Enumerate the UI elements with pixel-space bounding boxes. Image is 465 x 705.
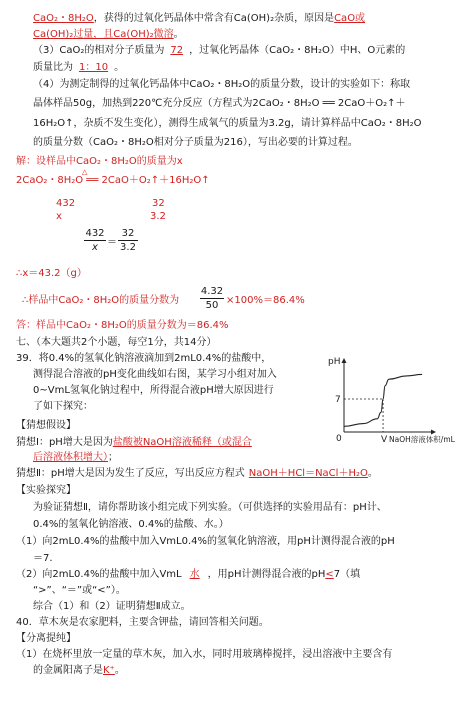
text: 猜想Ⅱ：pH增大是因为发生了反应，写出反应方程式 bbox=[16, 468, 245, 479]
x-tick-label: V bbox=[381, 435, 388, 445]
solution-x: ∴x＝43.2（g） bbox=[16, 268, 87, 279]
answer-formula: CaO₂・8H₂O bbox=[33, 13, 94, 24]
exp-line-6: “>”、“＝”或“<”）。 bbox=[33, 585, 126, 596]
guess-1 bbox=[16, 436, 252, 449]
x-axis-label: NaOH溶液体积/mL bbox=[389, 435, 455, 444]
heading-experiment: 【实验探究】 bbox=[16, 485, 76, 496]
fraction-bar bbox=[118, 240, 138, 241]
y-axis-arrow-icon bbox=[342, 358, 347, 363]
answer-line: 答：样品中CaO₂・8H₂O的质量分数为＝86.4% bbox=[16, 320, 229, 331]
text: ∴样品中CaO₂・8H₂O的质量分数为 bbox=[22, 295, 180, 306]
answer-reason-cont: Ca(OH)₂过量，且Ca(OH)₂微溶 bbox=[33, 29, 174, 40]
answer-water: 水 bbox=[189, 569, 200, 580]
ph-curve-series bbox=[344, 374, 422, 426]
denominator: 50 bbox=[205, 300, 219, 311]
line-2 bbox=[33, 28, 184, 41]
guess-1-cont bbox=[33, 451, 118, 464]
x-axis-arrow-icon bbox=[431, 430, 436, 435]
numerator: 432 bbox=[85, 228, 105, 239]
f-line-1: （1）在烧杯里放一定量的草木灰，加入水，同时用玻璃棒搅拌，浸出溶液中主要含有 bbox=[16, 649, 393, 660]
text: 的金属阳离子是 bbox=[33, 665, 103, 676]
text: ，获得的过氧化钙晶体中常含有Ca(OH)₂杂质，原因是 bbox=[93, 13, 335, 24]
text: 质量比为 bbox=[33, 62, 73, 73]
equals-sign: ＝ bbox=[107, 237, 117, 248]
line-3 bbox=[33, 44, 405, 57]
text: 猜想Ⅰ：pH增大是因为 bbox=[16, 437, 113, 448]
mass-32: 32 bbox=[152, 198, 165, 209]
answer-guess-1: 盐酸被NaOH溶液稀释（或混合 bbox=[112, 437, 252, 448]
var-x: x bbox=[56, 211, 62, 222]
line-7: 16H₂O↑，杂质不发生变化），测得生成氧气的质量为3.2g，请计算样品中CaO₂・8H₂O bbox=[33, 118, 422, 129]
text: ，过氧化钙晶体（CaO₂・8H₂O）中H、O元素的 bbox=[189, 45, 406, 56]
fraction-32-3-2 bbox=[118, 228, 138, 253]
answer-ratio: 1：10 bbox=[79, 62, 109, 73]
percent-result: ×100%＝86.4% bbox=[226, 295, 305, 306]
q40: 40．草木灰是农家肥料，主要含钾盐，请回答相关问题。 bbox=[16, 617, 269, 628]
denominator: 3.2 bbox=[120, 242, 136, 253]
heading-hypothesis: 【猜想假设】 bbox=[16, 420, 76, 431]
answer-less-than: < bbox=[325, 569, 334, 580]
text: ； bbox=[108, 452, 118, 463]
answer-k-ion: K⁺ bbox=[103, 665, 115, 676]
line-6: 晶体样品50g，加热到220℃充分反应（方程式为2CaO₂・8H₂O ══ 2CaO＋O₂↑＋ bbox=[33, 98, 406, 109]
line-5: （4）为测定制得的过氧化钙晶体中CaO₂・8H₂O的质量分数，设计的实验如下：称取 bbox=[33, 79, 411, 90]
q39-line-2: 测得混合溶液的pH变化曲线如右图，某学习小组对加入 bbox=[33, 369, 277, 380]
q39-line-1: 39．将0.4%的氢氧化钠溶液滴加到2mL0.4%的盐酸中， bbox=[16, 353, 272, 364]
exp-line-3: （1）向2mL0.4%的盐酸中加入VmL0.4%的氢氧化钠溶液，用pH计测得混合液的pH bbox=[16, 536, 395, 547]
q39-line-3: 0~VmL氢氧化钠过程中，所得混合液pH增大原因进行 bbox=[33, 385, 274, 396]
exp-line-4: ＝7. bbox=[33, 553, 53, 564]
origin-label: 0 bbox=[336, 434, 342, 444]
q39-line-4: 了如下探究： bbox=[33, 401, 93, 412]
ph-curve-chart bbox=[318, 358, 465, 458]
text: 。 bbox=[367, 468, 378, 479]
text: 。 bbox=[173, 29, 184, 40]
answer-reason: CaO或 bbox=[334, 13, 366, 24]
answer-72: 72 bbox=[170, 45, 184, 56]
fraction-4-32-50 bbox=[200, 286, 224, 311]
mass-432: 432 bbox=[56, 198, 76, 209]
f-line-2 bbox=[33, 664, 125, 677]
numerator: 4.32 bbox=[200, 286, 224, 297]
line-4 bbox=[33, 61, 124, 74]
fraction-bar bbox=[84, 240, 106, 241]
heading-separation: 【分离提纯】 bbox=[16, 633, 76, 644]
text: （2）向2mL0.4%的盐酸中加入VmL bbox=[16, 569, 182, 580]
text: 。 bbox=[114, 665, 125, 676]
denominator: x bbox=[92, 242, 98, 253]
line-8: 的质量分数（CaO₂・8H₂O相对分子质量为216），写出必要的计算过程。 bbox=[33, 137, 358, 148]
exp-line-2: 0.4%的氢氧化钠溶液、0.4%的盐酸、水。） bbox=[33, 519, 229, 530]
section-title: 七、（本大题共2个小题，每空1分，共14分） bbox=[16, 337, 217, 348]
fraction-432-x bbox=[84, 228, 106, 253]
var-3-2: 3.2 bbox=[150, 211, 166, 222]
answer-guess-1-cont: 后溶液体积增大） bbox=[33, 452, 108, 463]
text: 7（填 bbox=[333, 569, 361, 580]
numerator: 32 bbox=[121, 228, 135, 239]
solution-equation: 2CaO₂・8H₂O ══ 2CaO＋O₂↑＋16H₂O↑ bbox=[16, 175, 210, 186]
line-1 bbox=[33, 12, 365, 25]
guess-2 bbox=[16, 467, 378, 480]
solution-percent bbox=[22, 294, 179, 307]
text: ，用pH计测得混合液的pH bbox=[207, 569, 326, 580]
y-tick-label: 7 bbox=[335, 395, 341, 405]
y-axis-label: pH bbox=[328, 357, 341, 367]
solution-1: 解：设样品中CaO₂・8H₂O的质量为x bbox=[16, 156, 183, 167]
text: 。 bbox=[114, 62, 125, 73]
fraction-bar bbox=[200, 298, 224, 299]
answer-equation: NaOH＋HCl＝NaCl＋H₂O bbox=[248, 468, 368, 479]
exp-line-7: 综合（1）和（2）证明猜想Ⅱ成立。 bbox=[33, 601, 191, 612]
exp-line-1: 为验证猜想Ⅱ，请你帮助该小组完成下列实验。（可供选择的实验用品有：pH计、 bbox=[33, 502, 387, 513]
delta-mark: △ bbox=[82, 168, 88, 176]
exp-line-5 bbox=[16, 568, 360, 581]
question-3: （3）CaO₂的相对分子质量为 bbox=[33, 45, 165, 56]
